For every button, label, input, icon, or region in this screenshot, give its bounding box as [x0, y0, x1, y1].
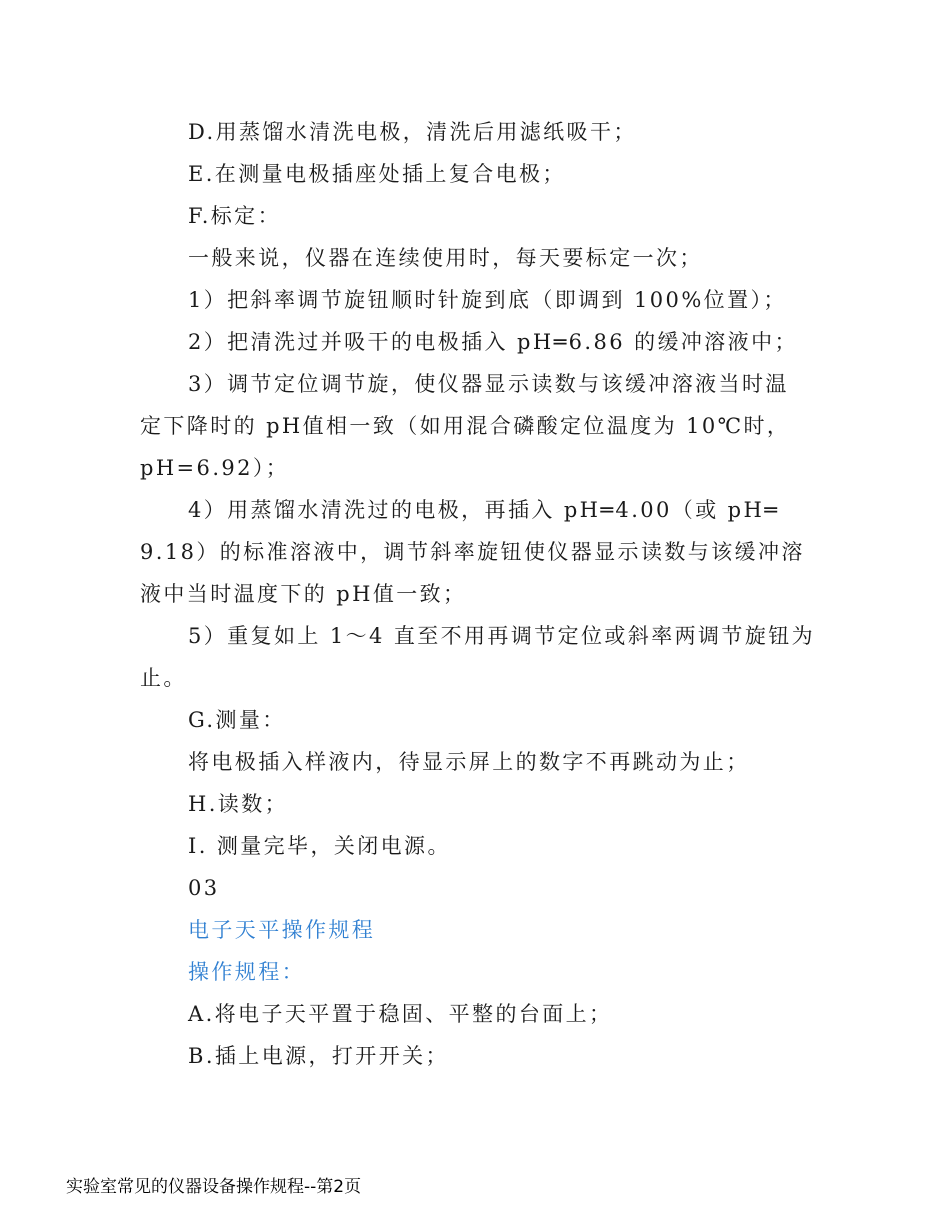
step-h-text: H.读数；	[188, 792, 288, 816]
step-d-text: D.用蒸馏水清洗电极，清洗后用滤纸吸干；	[188, 120, 637, 144]
calibration-step-2: 2）把清洗过并吸干的电极插入 pH═6.86 的缓冲溶液中；	[188, 330, 798, 354]
calibration-step-3-line-2: 定下降时的 pH值相一致（如用混合磷酸定位温度为 10℃时，	[140, 414, 791, 438]
step-f-heading: F.标定：	[188, 204, 281, 228]
calibration-step-4-line-1: 4）用蒸馏水清洗过的电极，再插入 pH═4.00（或 pH═	[188, 498, 780, 522]
calibration-step-4-line-2: 9.18）的标准溶液中，调节斜率旋钮使仪器显示读数与该缓冲溶	[140, 540, 805, 564]
calibration-step-3-line-1: 3）调节定位调节旋，使仪器显示读数与该缓冲溶液当时温	[188, 372, 789, 396]
calibration-step-1: 1）把斜率调节旋钮顺时针旋到底（即调到 100%位置）；	[188, 288, 787, 312]
step-e-text: E.在测量电极插座处插上复合电极；	[188, 162, 566, 186]
calibration-step-4-line-3: 液中当时温度下的 pH值一致；	[140, 582, 467, 606]
step-i-text: I. 测量完毕，关闭电源。	[188, 834, 451, 858]
balance-step-a: A.将电子天平置于稳固、平整的台面上；	[188, 1002, 613, 1026]
calibration-step-3-line-3: pH=6.92）；	[140, 456, 290, 480]
measure-instruction: 将电极插入样液内，待显示屏上的数字不再跳动为止；	[188, 750, 750, 774]
calibration-step-5-line-2: 止。	[140, 666, 187, 690]
step-g-heading: G.测量：	[188, 708, 286, 732]
section-number: 03	[188, 876, 220, 900]
calibration-note: 一般来说，仪器在连续使用时，每天要标定一次；	[188, 246, 703, 270]
section-title: 电子天平操作规程	[188, 918, 376, 942]
calibration-step-5-line-1: 5）重复如上 1～4 直至不用再调节定位或斜率两调节旋钮为	[188, 624, 816, 648]
page-footer: 实验室常见的仪器设备操作规程--第2页	[66, 1177, 362, 1197]
balance-step-b: B.插上电源，打开开关；	[188, 1044, 449, 1068]
procedure-subheading: 操作规程：	[188, 960, 305, 984]
